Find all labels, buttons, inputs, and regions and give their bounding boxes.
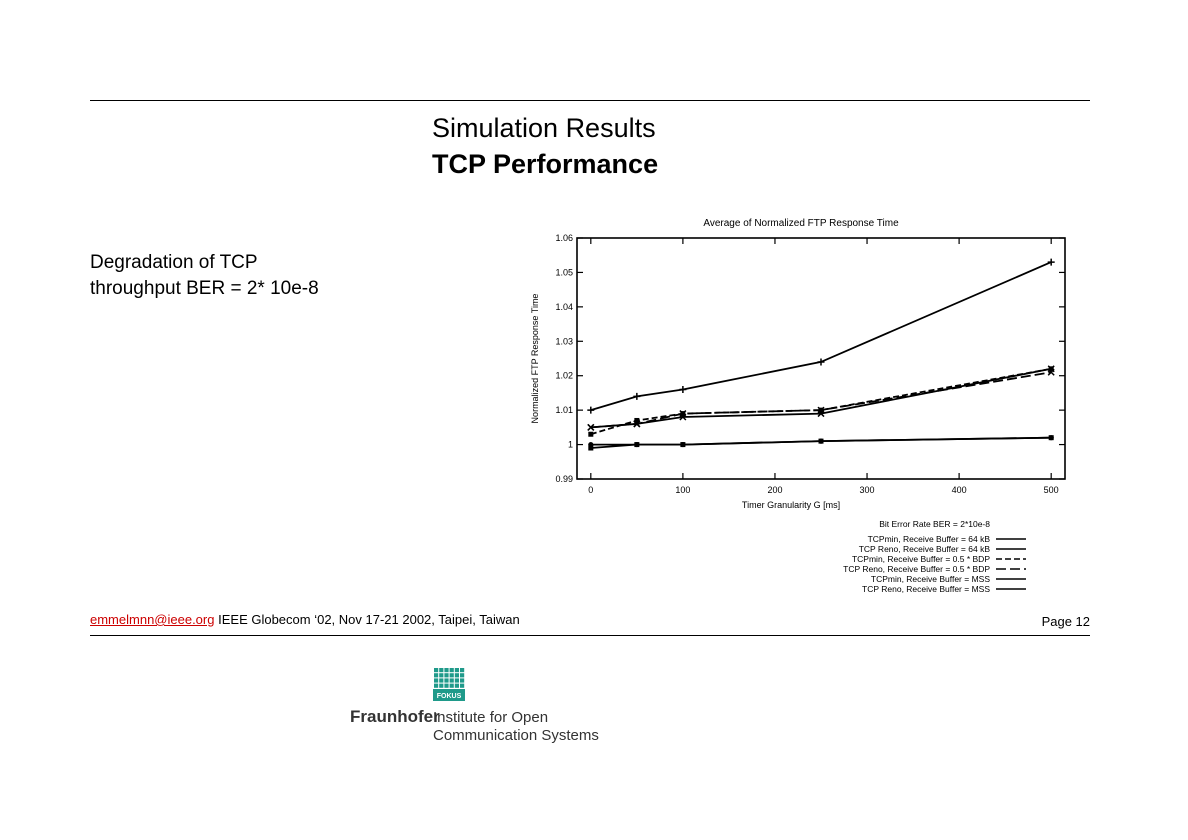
body-line-2: throughput BER = 2* 10e-8 — [90, 278, 319, 299]
y-tick-label: 0.99 — [555, 474, 573, 484]
legend-label-5: TCPmin, Receive Buffer = MSS — [870, 574, 990, 584]
y-axis-label: Normalized FTP Response Time — [530, 293, 540, 424]
chart-title: Average of Normalized FTP Response Time — [703, 218, 899, 229]
y-tick-label: 1.05 — [555, 267, 573, 278]
series-line-2 — [591, 369, 1051, 428]
series-6-point — [680, 442, 685, 447]
series-3-point — [588, 432, 593, 437]
chart-svg — [520, 205, 1080, 605]
chart — [520, 205, 1080, 605]
x-tick-label: 100 — [675, 485, 691, 495]
legend-title: Bit Error Rate BER = 2*10e-8 — [879, 519, 990, 529]
x-tick-label: 0 — [588, 485, 594, 495]
footer-email-link[interactable]: emmelmnn@ieee.org — [90, 612, 215, 627]
body-line-1: Degradation of TCP — [90, 252, 258, 273]
logo-badge-text: FOKUS — [436, 693, 462, 700]
series-6-point — [634, 442, 639, 447]
series-6-point — [818, 439, 823, 444]
series-1-point — [1048, 259, 1055, 266]
body-text — [90, 250, 319, 302]
series-1-point — [679, 386, 686, 393]
series-6-point — [588, 442, 593, 447]
legend-label-2: TCP Reno, Receive Buffer = 64 kB — [858, 544, 990, 554]
y-tick-label: 1.06 — [555, 233, 573, 243]
legend-label-3: TCPmin, Receive Buffer = 0.5 * BDP — [851, 554, 990, 564]
x-tick-label: 300 — [859, 485, 875, 495]
footer-conference: IEEE Globecom ‘02, Nov 17-21 2002, Taipei, Taiwan — [218, 612, 520, 627]
fraunhofer-logo — [350, 665, 599, 750]
series-line-3 — [591, 369, 1051, 434]
logo-organization: Fraunhofer — [350, 707, 440, 726]
x-tick-label: 200 — [767, 485, 783, 495]
logo-institute-line-2: Communication Systems — [433, 727, 599, 744]
y-tick-label: 1 — [567, 439, 573, 450]
series-1-point — [587, 407, 594, 414]
series-line-1 — [591, 262, 1051, 410]
slide-subtitle: TCP Performance — [432, 149, 659, 179]
series-1-point — [818, 358, 825, 365]
footer-left — [90, 612, 520, 627]
y-tick-label: 1.04 — [555, 301, 573, 312]
title-block — [432, 110, 658, 182]
legend-label-4: TCP Reno, Receive Buffer = 0.5 * BDP — [843, 564, 990, 574]
slide-title: Simulation Results — [432, 113, 656, 143]
legend-label-6: TCP Reno, Receive Buffer = MSS — [862, 584, 990, 594]
page-number: Page 12 — [1041, 614, 1090, 629]
y-tick-label: 1.01 — [555, 405, 573, 416]
logo-institute — [433, 709, 599, 745]
y-tick-label: 1.02 — [555, 370, 573, 381]
bottom-rule — [90, 635, 1090, 636]
series-1-point — [633, 393, 640, 400]
legend-label-1: TCPmin, Receive Buffer = 64 kB — [867, 534, 990, 544]
x-tick-label: 500 — [1043, 485, 1059, 495]
logo-institute-line-1: Institute for Open — [433, 709, 549, 726]
x-axis-label: Timer Granularity G [ms] — [741, 500, 841, 510]
fokus-logo-icon — [433, 667, 465, 701]
top-rule — [90, 100, 1090, 101]
series-6-point — [1049, 435, 1054, 440]
y-tick-label: 1.03 — [555, 336, 573, 347]
x-tick-label: 400 — [951, 485, 967, 495]
